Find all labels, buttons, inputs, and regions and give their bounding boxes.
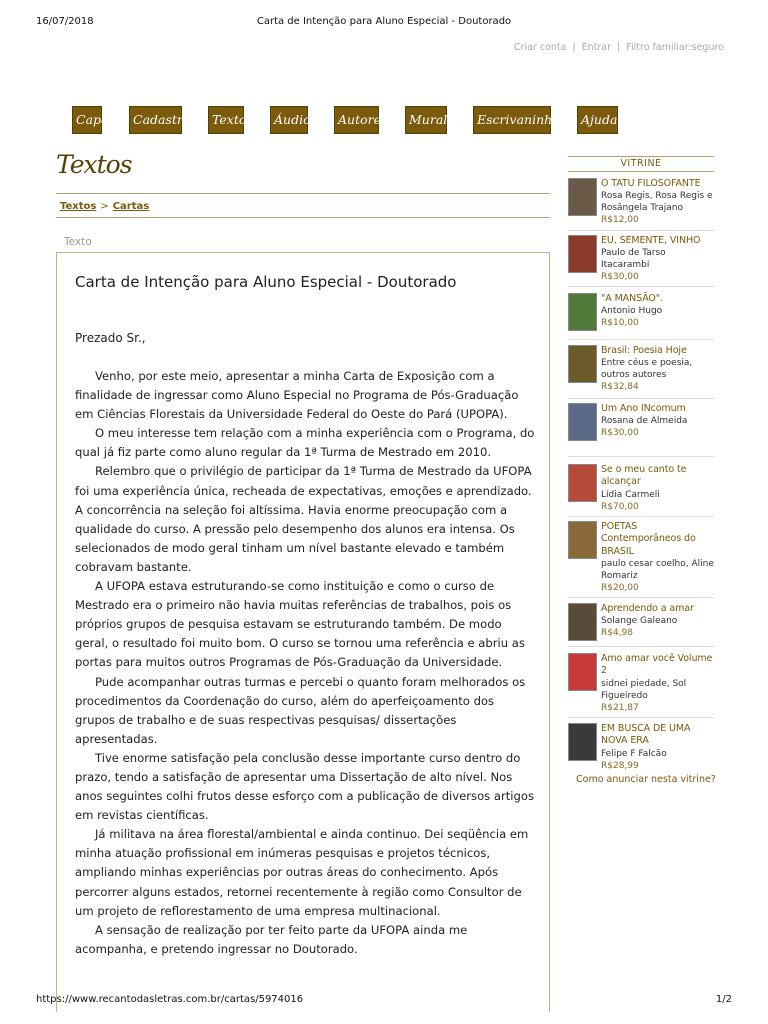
- vitrine-item-author: Felipe F Falcão: [601, 748, 667, 759]
- article-body: [75, 367, 535, 959]
- article-box: [56, 252, 550, 1012]
- divider: [56, 193, 550, 194]
- vitrine-item-price: R$30,00: [601, 428, 639, 439]
- book-cover-image[interactable]: [568, 345, 597, 383]
- section-title: Textos: [56, 150, 132, 179]
- print-header: [36, 16, 732, 30]
- article-paragraph: Relembro que o privilégio de participar da 1ª Turma de Mestrado da UFOPA foi uma experiência única, recheada de expectativas, emoções e aprendizado. A concorrência na seleção foi altíssima. Havia enorme preocupação com a qualidade do curso. A pressão pelo desempenho dos alunos era intensa. Os selecionados de modo geral tinham um nível bastante elevado e também cobravam bastante.: [75, 464, 532, 574]
- divider: [56, 217, 550, 218]
- vitrine-item-author: Antonio Hugo: [601, 306, 663, 317]
- book-cover-image[interactable]: [568, 464, 597, 502]
- divider: [568, 717, 714, 718]
- article-paragraph: A sensação de realização por ter feito parte da UFOPA ainda me acompanha, e pretendo ingressar no Doutorado.: [75, 922, 468, 956]
- vitrine-item-price: R$12,00: [601, 215, 639, 226]
- divider: [568, 646, 714, 647]
- create-account-link[interactable]: Criar conta: [513, 42, 567, 53]
- vitrine-item-author: Paulo de Tarso Itacarambi: [601, 248, 666, 271]
- print-url: https://www.recantodasletras.com.br/cartas/5974016: [36, 994, 304, 1005]
- divider: [568, 456, 714, 457]
- print-footer: [36, 994, 732, 1008]
- vitrine-item-title[interactable]: O TATU FILOSOFANTE: [601, 178, 701, 189]
- vitrine-item-author: Rosa Regis, Rosa Regis e Rosângela Trajano: [601, 191, 713, 214]
- login-link[interactable]: Entrar: [581, 42, 612, 53]
- divider: [568, 339, 714, 340]
- nav-item-escrivaninha[interactable]: Escrivaninha: [473, 106, 551, 134]
- vitrine-item-author: paulo cesar coelho, Aline Romariz: [601, 559, 714, 582]
- vitrine-item-author: Rosana de Almeida: [601, 416, 688, 427]
- nav-item-capa[interactable]: Capa: [72, 106, 102, 134]
- article-paragraph: Venho, por este meio, apresentar a minha Carta de Exposição com a finalidade de ingressar como Aluno Especial no Programa de Pós-Graduação em Ciências Florestais da Universidade Federal do Oeste do Pará (UPOPA).: [75, 369, 519, 422]
- vitrine-item-title[interactable]: EM BUSCA DE UMA NOVA ERA: [601, 723, 691, 747]
- vitrine-item-author: Solange Galeano: [601, 616, 678, 627]
- divider: [568, 597, 714, 598]
- vitrine-item-title[interactable]: Se o meu canto te alcançar: [601, 464, 687, 488]
- book-cover-image[interactable]: [568, 603, 597, 641]
- divider: [568, 230, 714, 231]
- print-title: Carta de Intenção para Aluno Especial - Doutorado: [256, 16, 512, 27]
- print-date: 16/07/2018: [36, 16, 94, 27]
- breadcrumb-cartas[interactable]: Cartas: [112, 201, 150, 212]
- vitrine-item-price: R$21,87: [601, 702, 639, 713]
- vitrine-header: VITRINE: [568, 156, 714, 172]
- nav-item-mural[interactable]: Mural: [405, 106, 447, 134]
- vitrine-item-price: R$4,98: [601, 628, 634, 639]
- separator: |: [617, 42, 621, 53]
- vitrine-item-price: R$70,00: [601, 501, 639, 512]
- page-number: 1/2: [715, 994, 732, 1005]
- top-links: [514, 42, 724, 53]
- vitrine-item-price: R$32,84: [601, 382, 639, 393]
- texto-label: Texto: [64, 236, 92, 248]
- book-cover-image[interactable]: [568, 653, 597, 691]
- vitrine-item-title[interactable]: "A MANSÃO".: [601, 293, 663, 304]
- vitrine-item-price: R$28,99: [601, 760, 639, 771]
- breadcrumb: [60, 201, 149, 212]
- book-cover-image[interactable]: [568, 293, 597, 331]
- family-filter-link[interactable]: Filtro familiar:seguro: [626, 42, 724, 53]
- book-cover-image[interactable]: [568, 723, 597, 761]
- article-title: Carta de Intenção para Aluno Especial - Doutorado: [75, 273, 457, 291]
- vitrine-item-title[interactable]: Um Ano INcomum: [601, 403, 686, 414]
- vitrine-item-title[interactable]: POETAS Contemporâneos do BRASIL: [601, 521, 696, 557]
- breadcrumb-textos[interactable]: Textos: [60, 201, 97, 212]
- nav-item-ajuda[interactable]: Ajuda: [577, 106, 618, 134]
- vitrine-advertise-link[interactable]: Como anunciar nesta vitrine?: [576, 774, 716, 785]
- book-cover-image[interactable]: [568, 178, 597, 216]
- nav-item-cadastro[interactable]: Cadastro: [129, 106, 182, 134]
- nav-item-autores[interactable]: Autores: [334, 106, 379, 134]
- book-cover-image[interactable]: [568, 521, 597, 559]
- separator: |: [572, 42, 576, 53]
- vitrine-item-price: R$20,00: [601, 583, 639, 594]
- vitrine-item-author: sidnei piedade, Sol Figueiredo: [601, 678, 687, 701]
- vitrine-item-price: R$30,00: [601, 272, 639, 283]
- article-greeting: Prezado Sr.,: [75, 331, 146, 345]
- main-nav: [72, 106, 618, 134]
- vitrine-item-title[interactable]: EU, SEMENTE, VINHO: [601, 235, 701, 246]
- vitrine-item-title[interactable]: Brasil: Poesia Hoje: [601, 345, 687, 356]
- breadcrumb-separator: >: [100, 201, 109, 212]
- vitrine-item-title[interactable]: Aprendendo a amar: [601, 603, 694, 614]
- nav-item-audio[interactable]: Áudio: [270, 106, 308, 134]
- article-paragraph: A UFOPA estava estruturando-se como instituição e como o curso de Mestrado era o primeiro não havia muitas referências de trabalhos, pois os próprios grupos de pesquisa estavam se estruturando também. De modo geral, o resultado foi muito bom. O curso se tornou uma referência e abriu as portas para muitos outros Programas de Pós-Graduação da Universidade.: [75, 579, 525, 670]
- divider: [568, 398, 714, 399]
- vitrine-item-title[interactable]: Amo amar você Volume 2: [601, 653, 713, 677]
- article-paragraph: Já militava na área florestal/ambiental e ainda continuo. Dei seqüência em minha atuação profissional em inúmeras pesquisas e projetos técnicos, ampliando minhas experiências por outras áreas do conhecimento. Após percorrer alguns estados, retornei recentemente à região como Consultor de um projeto de reflorestamento de uma empresa multinacional.: [75, 827, 529, 918]
- nav-item-textos[interactable]: Textos: [208, 106, 244, 134]
- book-cover-image[interactable]: [568, 235, 597, 273]
- vitrine-item-price: R$10,00: [601, 318, 639, 329]
- vitrine-item-author: Lídia Carmeli: [601, 489, 660, 500]
- article-paragraph: Tive enorme satisfação pela conclusão desse importante curso dentro do prazo, tendo a satisfação de apresentar uma Dissertação de alto nível. Nos anos seguintes colhi frutos desse esforço com a publicação de diversos artigos em revistas científicas.: [75, 750, 535, 823]
- book-cover-image[interactable]: [568, 403, 597, 441]
- divider: [568, 516, 714, 517]
- article-paragraph: Pude acompanhar outras turmas e percebi o quanto foram melhorados os procedimentos da Coordenação do curso, além do aperfeiçoamento dos grupos de trabalho e de suas respectivas pesquisas/ dissertações apresentadas.: [75, 674, 526, 746]
- vitrine-item-author: Entre céus e poesia, outros autores: [601, 358, 693, 381]
- divider: [568, 286, 714, 287]
- article-paragraph: O meu interesse tem relação com a minha experiência com o Programa, do qual já fiz parte como aluno regular da 1ª Turma de Mestrado em 2010.: [75, 426, 535, 460]
